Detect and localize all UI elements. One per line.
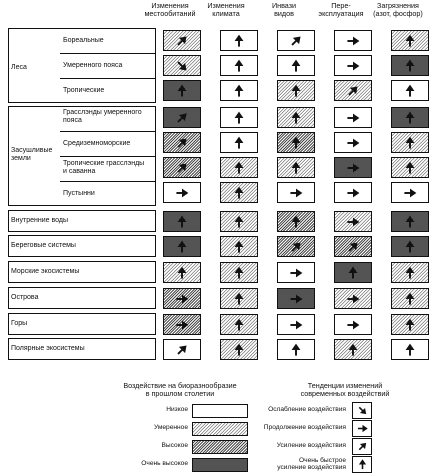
arrow-up-icon bbox=[231, 83, 247, 99]
arrow-up-icon bbox=[288, 58, 304, 74]
arrow-right-icon bbox=[345, 110, 361, 126]
legend-trend-label-continuing: Продолжение воздействия bbox=[263, 424, 346, 431]
matrix-cell bbox=[220, 107, 258, 128]
matrix-cell bbox=[391, 262, 429, 283]
arrow-up-right-icon bbox=[288, 239, 304, 255]
arrow-up-icon bbox=[402, 33, 418, 49]
separator bbox=[60, 78, 156, 79]
arrow-up-icon bbox=[402, 342, 418, 358]
matrix-cell bbox=[220, 132, 258, 153]
matrix-cell bbox=[391, 314, 429, 335]
arrow-up-right-icon bbox=[174, 342, 190, 358]
matrix-cell bbox=[277, 55, 315, 76]
row-label-mediterranean: Средиземноморские bbox=[63, 140, 131, 147]
matrix-cell bbox=[277, 107, 315, 128]
arrow-up-icon bbox=[231, 110, 247, 126]
matrix-cell bbox=[334, 288, 372, 309]
row-label-tropical: Тропические bbox=[63, 87, 105, 94]
arrow-up-icon bbox=[174, 265, 190, 281]
arrow-down-right-icon bbox=[174, 58, 190, 74]
arrow-right-icon bbox=[345, 291, 361, 307]
arrow-up-icon bbox=[402, 239, 418, 255]
matrix-cell bbox=[277, 30, 315, 51]
arrow-up-icon bbox=[402, 214, 418, 230]
arrow-up-icon bbox=[402, 160, 418, 176]
arrow-up-icon bbox=[231, 317, 247, 333]
matrix-cell bbox=[334, 262, 372, 283]
arrow-up-icon bbox=[288, 160, 304, 176]
row-label-temperate: Умеренного пояса bbox=[63, 62, 123, 69]
matrix-cell bbox=[277, 288, 315, 309]
arrow-up-icon bbox=[231, 265, 247, 281]
matrix-cell bbox=[391, 182, 429, 203]
row-label-marine-ecosystems: Морские экосистемы bbox=[11, 268, 80, 275]
matrix-cell bbox=[277, 339, 315, 360]
legend-trend-label-decreasing: Ослабление воздействия bbox=[268, 406, 346, 413]
matrix-cell bbox=[220, 80, 258, 101]
arrow-right-icon bbox=[345, 185, 361, 201]
matrix-cell bbox=[277, 182, 315, 203]
row-label-deserts: Пустынни bbox=[63, 190, 95, 197]
legend-impact-title: Воздействие на биоразнообразие в прошлом столетии bbox=[123, 381, 237, 398]
matrix-cell bbox=[334, 107, 372, 128]
arrow-up-icon bbox=[231, 185, 247, 201]
matrix-cell bbox=[391, 80, 429, 101]
matrix-cell bbox=[163, 236, 201, 257]
legend-impact-label-very-high: Очень высокое bbox=[141, 460, 188, 467]
matrix-cell bbox=[334, 55, 372, 76]
arrow-up-icon bbox=[402, 135, 418, 151]
legend-arrow-box-very-rapid bbox=[352, 456, 372, 473]
matrix-cell bbox=[391, 55, 429, 76]
matrix-cell bbox=[334, 211, 372, 232]
matrix-cell bbox=[391, 107, 429, 128]
arrow-up-icon bbox=[356, 458, 369, 471]
arrow-right-icon bbox=[402, 185, 418, 201]
arrow-right-icon bbox=[345, 214, 361, 230]
legend-impact-label-high: Высокое bbox=[161, 442, 188, 449]
row-label-boreal: Бореальные bbox=[63, 37, 104, 44]
arrow-up-icon bbox=[402, 291, 418, 307]
arrow-up-icon bbox=[231, 239, 247, 255]
arrow-right-icon bbox=[288, 185, 304, 201]
matrix-cell bbox=[220, 55, 258, 76]
matrix-cell bbox=[391, 211, 429, 232]
matrix-cell bbox=[163, 262, 201, 283]
header-invasive-species: Инвази видов bbox=[271, 1, 297, 18]
arrow-right-icon bbox=[345, 33, 361, 49]
matrix-cell bbox=[334, 80, 372, 101]
arrow-up-icon bbox=[402, 265, 418, 281]
arrow-up-right-icon bbox=[174, 135, 190, 151]
arrow-right-icon bbox=[345, 160, 361, 176]
arrow-up-icon bbox=[231, 58, 247, 74]
matrix-cell bbox=[163, 339, 201, 360]
matrix-cell bbox=[220, 211, 258, 232]
separator bbox=[60, 181, 156, 182]
matrix-cell bbox=[163, 132, 201, 153]
header-habitat-change: Изменения местообитаний bbox=[144, 1, 196, 18]
arrow-up-icon bbox=[174, 239, 190, 255]
arrow-right-icon bbox=[174, 291, 190, 307]
arrow-right-icon bbox=[345, 135, 361, 151]
matrix-cell bbox=[163, 182, 201, 203]
arrow-up-icon bbox=[174, 214, 190, 230]
legend-impact-label-low: Низкое bbox=[166, 406, 188, 413]
legend-arrow-box-increasing bbox=[352, 438, 372, 455]
arrow-up-icon bbox=[402, 317, 418, 333]
arrow-up-right-icon bbox=[345, 239, 361, 255]
arrow-up-icon bbox=[402, 110, 418, 126]
row-label-islands: Острова bbox=[11, 294, 39, 301]
row-label-polar-ecosystems: Полярные экосистемы bbox=[11, 345, 85, 352]
arrow-up-icon bbox=[402, 83, 418, 99]
arrow-right-icon bbox=[356, 422, 369, 435]
matrix-cell bbox=[163, 288, 201, 309]
arrow-up-icon bbox=[288, 342, 304, 358]
matrix-cell bbox=[163, 30, 201, 51]
arrow-up-icon bbox=[231, 33, 247, 49]
matrix-cell bbox=[163, 314, 201, 335]
arrow-up-right-icon bbox=[288, 33, 304, 49]
header-climate-change: Изменения климата bbox=[207, 1, 245, 18]
matrix-cell bbox=[277, 80, 315, 101]
matrix-cell bbox=[220, 157, 258, 178]
matrix-cell bbox=[334, 236, 372, 257]
arrow-up-icon bbox=[231, 291, 247, 307]
arrow-up-right-icon bbox=[174, 33, 190, 49]
row-box-mountains bbox=[8, 313, 156, 335]
arrow-up-icon bbox=[231, 135, 247, 151]
arrow-right-icon bbox=[288, 317, 304, 333]
matrix-cell bbox=[391, 236, 429, 257]
matrix-cell bbox=[163, 107, 201, 128]
arrow-right-icon bbox=[174, 185, 190, 201]
matrix-cell bbox=[220, 288, 258, 309]
legend-trend-label-very-rapid: Очень быстрое усиление воздействия bbox=[277, 457, 346, 471]
matrix-cell bbox=[334, 339, 372, 360]
matrix-cell bbox=[391, 30, 429, 51]
row-label-temperate-grasslands: Грасслэнды умеренного пояса bbox=[63, 109, 142, 124]
arrow-up-icon bbox=[288, 110, 304, 126]
separator bbox=[60, 53, 156, 54]
arrow-up-icon bbox=[345, 265, 361, 281]
header-pollution: Загрязнения (азот, фосфор) bbox=[373, 1, 423, 18]
matrix-cell bbox=[391, 157, 429, 178]
arrow-up-icon bbox=[231, 214, 247, 230]
matrix-cell bbox=[334, 30, 372, 51]
arrow-up-icon bbox=[345, 342, 361, 358]
matrix-cell bbox=[391, 132, 429, 153]
matrix-cell bbox=[277, 157, 315, 178]
matrix-cell bbox=[163, 157, 201, 178]
separator bbox=[60, 156, 156, 157]
matrix-cell bbox=[220, 314, 258, 335]
legend-impact-label-moderate: Умеренное bbox=[153, 424, 188, 431]
arrow-right-icon bbox=[288, 291, 304, 307]
header-overexploitation: Пере- эксплуатация bbox=[318, 1, 364, 18]
arrow-up-icon bbox=[288, 135, 304, 151]
arrow-up-icon bbox=[231, 160, 247, 176]
row-label-coastal-systems: Береговые системы bbox=[11, 242, 76, 249]
matrix-cell bbox=[277, 211, 315, 232]
matrix-cell bbox=[334, 182, 372, 203]
legend-arrow-box-continuing bbox=[352, 420, 372, 437]
group-label-drylands: Засушливые земли bbox=[11, 147, 53, 162]
arrow-up-icon bbox=[174, 83, 190, 99]
separator bbox=[60, 131, 156, 132]
arrow-right-icon bbox=[174, 317, 190, 333]
row-label-inland-waters: Внутренние воды bbox=[11, 217, 69, 224]
arrow-down-right-icon bbox=[356, 404, 369, 417]
matrix-cell bbox=[334, 157, 372, 178]
matrix-cell bbox=[163, 211, 201, 232]
arrow-right-icon bbox=[345, 317, 361, 333]
legend-trend-title: Тенденции изменений современных воздействий bbox=[300, 381, 390, 398]
matrix-cell bbox=[277, 314, 315, 335]
matrix-cell bbox=[391, 288, 429, 309]
matrix-cell bbox=[163, 80, 201, 101]
matrix-cell bbox=[163, 55, 201, 76]
arrow-up-right-icon bbox=[356, 440, 369, 453]
matrix-cell bbox=[277, 236, 315, 257]
matrix-cell bbox=[391, 339, 429, 360]
arrow-right-icon bbox=[288, 265, 304, 281]
matrix-cell bbox=[220, 182, 258, 203]
matrix-cell bbox=[220, 262, 258, 283]
matrix-cell bbox=[277, 132, 315, 153]
matrix-cell bbox=[220, 236, 258, 257]
arrow-up-icon bbox=[402, 58, 418, 74]
row-label-mountains: Горы bbox=[11, 320, 28, 327]
arrow-up-icon bbox=[288, 83, 304, 99]
arrow-up-right-icon bbox=[174, 160, 190, 176]
arrow-up-right-icon bbox=[345, 83, 361, 99]
row-label-tropical-grasslands: Тропические грасслэнды и саванна bbox=[63, 160, 145, 175]
arrow-right-icon bbox=[345, 58, 361, 74]
matrix-cell bbox=[334, 314, 372, 335]
group-label-forests: Леса bbox=[11, 64, 27, 71]
legend-arrow-box-decreasing bbox=[352, 402, 372, 419]
arrow-up-icon bbox=[231, 342, 247, 358]
matrix-cell bbox=[334, 132, 372, 153]
legend-trend-label-increasing: Усиление воздействия bbox=[276, 442, 346, 449]
matrix-cell bbox=[277, 262, 315, 283]
arrow-up-right-icon bbox=[174, 110, 190, 126]
arrow-up-icon bbox=[288, 214, 304, 230]
matrix-cell bbox=[220, 339, 258, 360]
matrix-cell bbox=[220, 30, 258, 51]
